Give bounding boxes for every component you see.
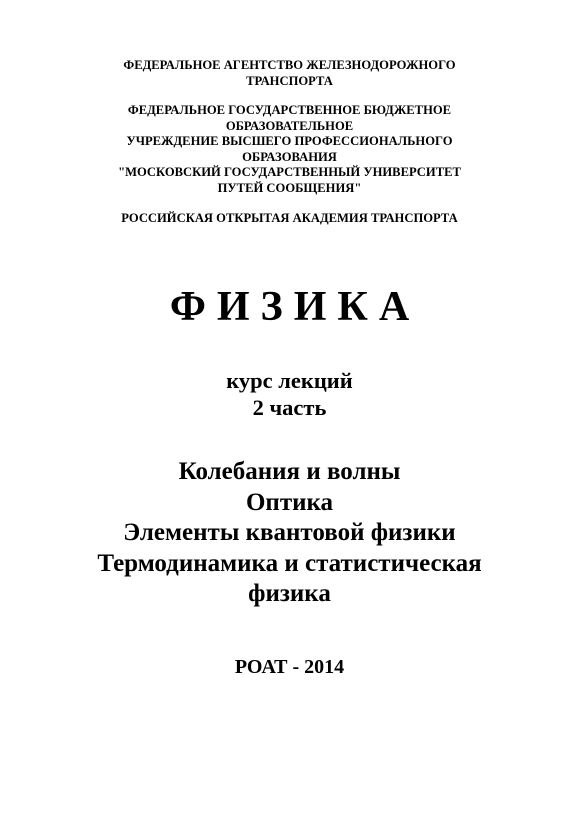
topic-line: Элементы квантовой физики: [123, 519, 456, 546]
institution-name: [0, 103, 579, 196]
institution-line: ОБРАЗОВАНИЯ: [242, 149, 337, 164]
institution-line: ПУТЕЙ СООБЩЕНИЯ": [217, 180, 362, 195]
institution-line: ОБРАЗОВАТЕЛЬНОЕ: [225, 118, 354, 133]
course-type: курс лекций: [226, 368, 353, 393]
topic-line: Термодинамика и статистическая: [97, 549, 482, 577]
institution-line: "МОСКОВСКИЙ ГОСУДАРСТВЕННЫЙ УНИВЕРСИТЕТ: [118, 165, 461, 179]
topic-line: физика: [248, 580, 331, 607]
academy-name: [0, 211, 579, 227]
topic-line: Колебания и волны: [178, 458, 401, 485]
footer-text: РОАТ - 2014: [234, 656, 345, 678]
institution-line: УЧРЕЖДЕНИЕ ВЫСШЕГО ПРОФЕССИОНАЛЬНОГО: [126, 134, 453, 148]
title-text: ФИЗИКА: [169, 284, 421, 330]
institution-line: ФЕДЕРАЛЬНОЕ ГОСУДАРСТВЕННОЕ БЮДЖЕТНОЕ: [127, 103, 452, 117]
publisher-year: [0, 655, 579, 679]
agency-line: ТРАНСПОРТА: [246, 73, 333, 88]
agency-name: [0, 58, 579, 89]
course-info: [0, 367, 579, 421]
academy-line: РОССИЙСКАЯ ОТКРЫТАЯ АКАДЕМИЯ ТРАНСПОРТА: [121, 211, 458, 225]
course-part: 2 часть: [252, 395, 327, 420]
topics-list: [0, 457, 579, 610]
document-title: [0, 283, 579, 331]
agency-line: ФЕДЕРАЛЬНОЕ АГЕНТСТВО ЖЕЛЕЗНОДОРОЖНОГО: [123, 58, 456, 72]
topic-line: Оптика: [245, 488, 334, 516]
